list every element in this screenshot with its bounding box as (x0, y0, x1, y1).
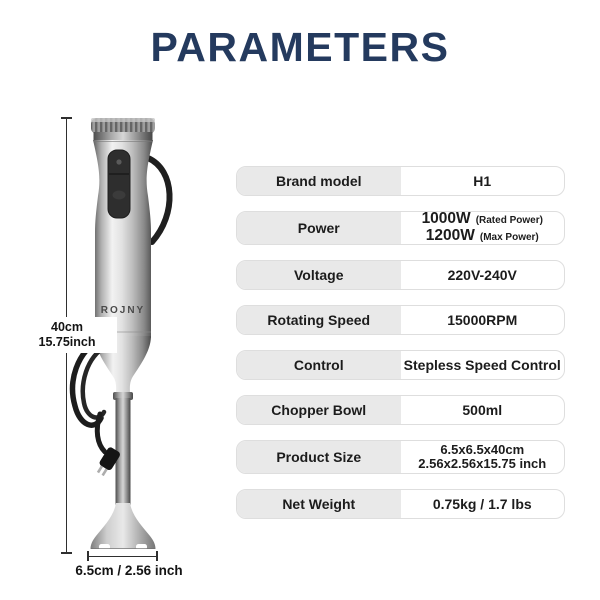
spec-value: 0.75kg / 1.7 lbs (432, 496, 532, 512)
size-imperial: 2.56x2.56x15.75 inch (418, 456, 547, 471)
power-max-note: (Max Power) (479, 232, 539, 243)
size-metric: 6.5x6.5x40cm (440, 441, 525, 457)
spec-label: Control (237, 351, 401, 379)
spec-label: Product Size (237, 441, 401, 473)
blending-foot (91, 503, 156, 550)
blender-cap (91, 118, 155, 141)
spec-value: 15000RPM (447, 312, 518, 328)
spec-value (401, 212, 565, 244)
spec-value (401, 441, 565, 473)
power-max-line (426, 228, 539, 245)
power-rated-line (422, 211, 543, 228)
spec-row-power (236, 211, 565, 245)
width-label: 6.5cm / 2.56 inch (75, 563, 183, 578)
width-dimension-line (87, 556, 158, 557)
spec-label: Chopper Bowl (237, 396, 401, 424)
spec-label: Rotating Speed (237, 306, 401, 334)
brand-logo: ROJNY (100, 305, 146, 316)
height-inch: 15.75inch (38, 335, 96, 349)
spec-value: Stepless Speed Control (403, 357, 561, 373)
spec-row-product-size (236, 440, 565, 474)
power-cord-loop (148, 158, 170, 242)
spec-label: Power (237, 212, 401, 244)
height-dimension-tick-bottom (61, 552, 72, 554)
spec-row-control (236, 350, 565, 380)
power-rated-note: (Rated Power) (475, 215, 543, 226)
spec-row-chopper-bowl (236, 395, 565, 425)
spec-label: Net Weight (237, 490, 401, 518)
spec-label: Brand model (237, 167, 401, 195)
speed-button-icon (113, 191, 126, 200)
width-dimension-tick-left (87, 551, 89, 561)
spec-value: H1 (473, 173, 492, 189)
power-max-value: 1200W (425, 227, 475, 244)
control-buttons (108, 150, 130, 218)
spec-value: 220V-240V (447, 267, 517, 283)
spec-row-voltage (236, 260, 565, 290)
power-rated-value: 1000W (421, 211, 471, 227)
power-button-icon (116, 159, 121, 164)
page-title: PARAMETERS (150, 24, 450, 70)
spec-row-brand-model (236, 166, 565, 196)
height-dimension-tick-top (61, 117, 72, 119)
spec-label: Voltage (237, 261, 401, 289)
spec-row-net-weight (236, 489, 565, 519)
height-label (17, 317, 117, 353)
spec-row-rotating-speed (236, 305, 565, 335)
spec-table (236, 166, 565, 519)
spec-value: 500ml (462, 402, 503, 418)
width-dimension-tick-right (156, 551, 158, 561)
height-cm: 40cm (51, 320, 83, 334)
